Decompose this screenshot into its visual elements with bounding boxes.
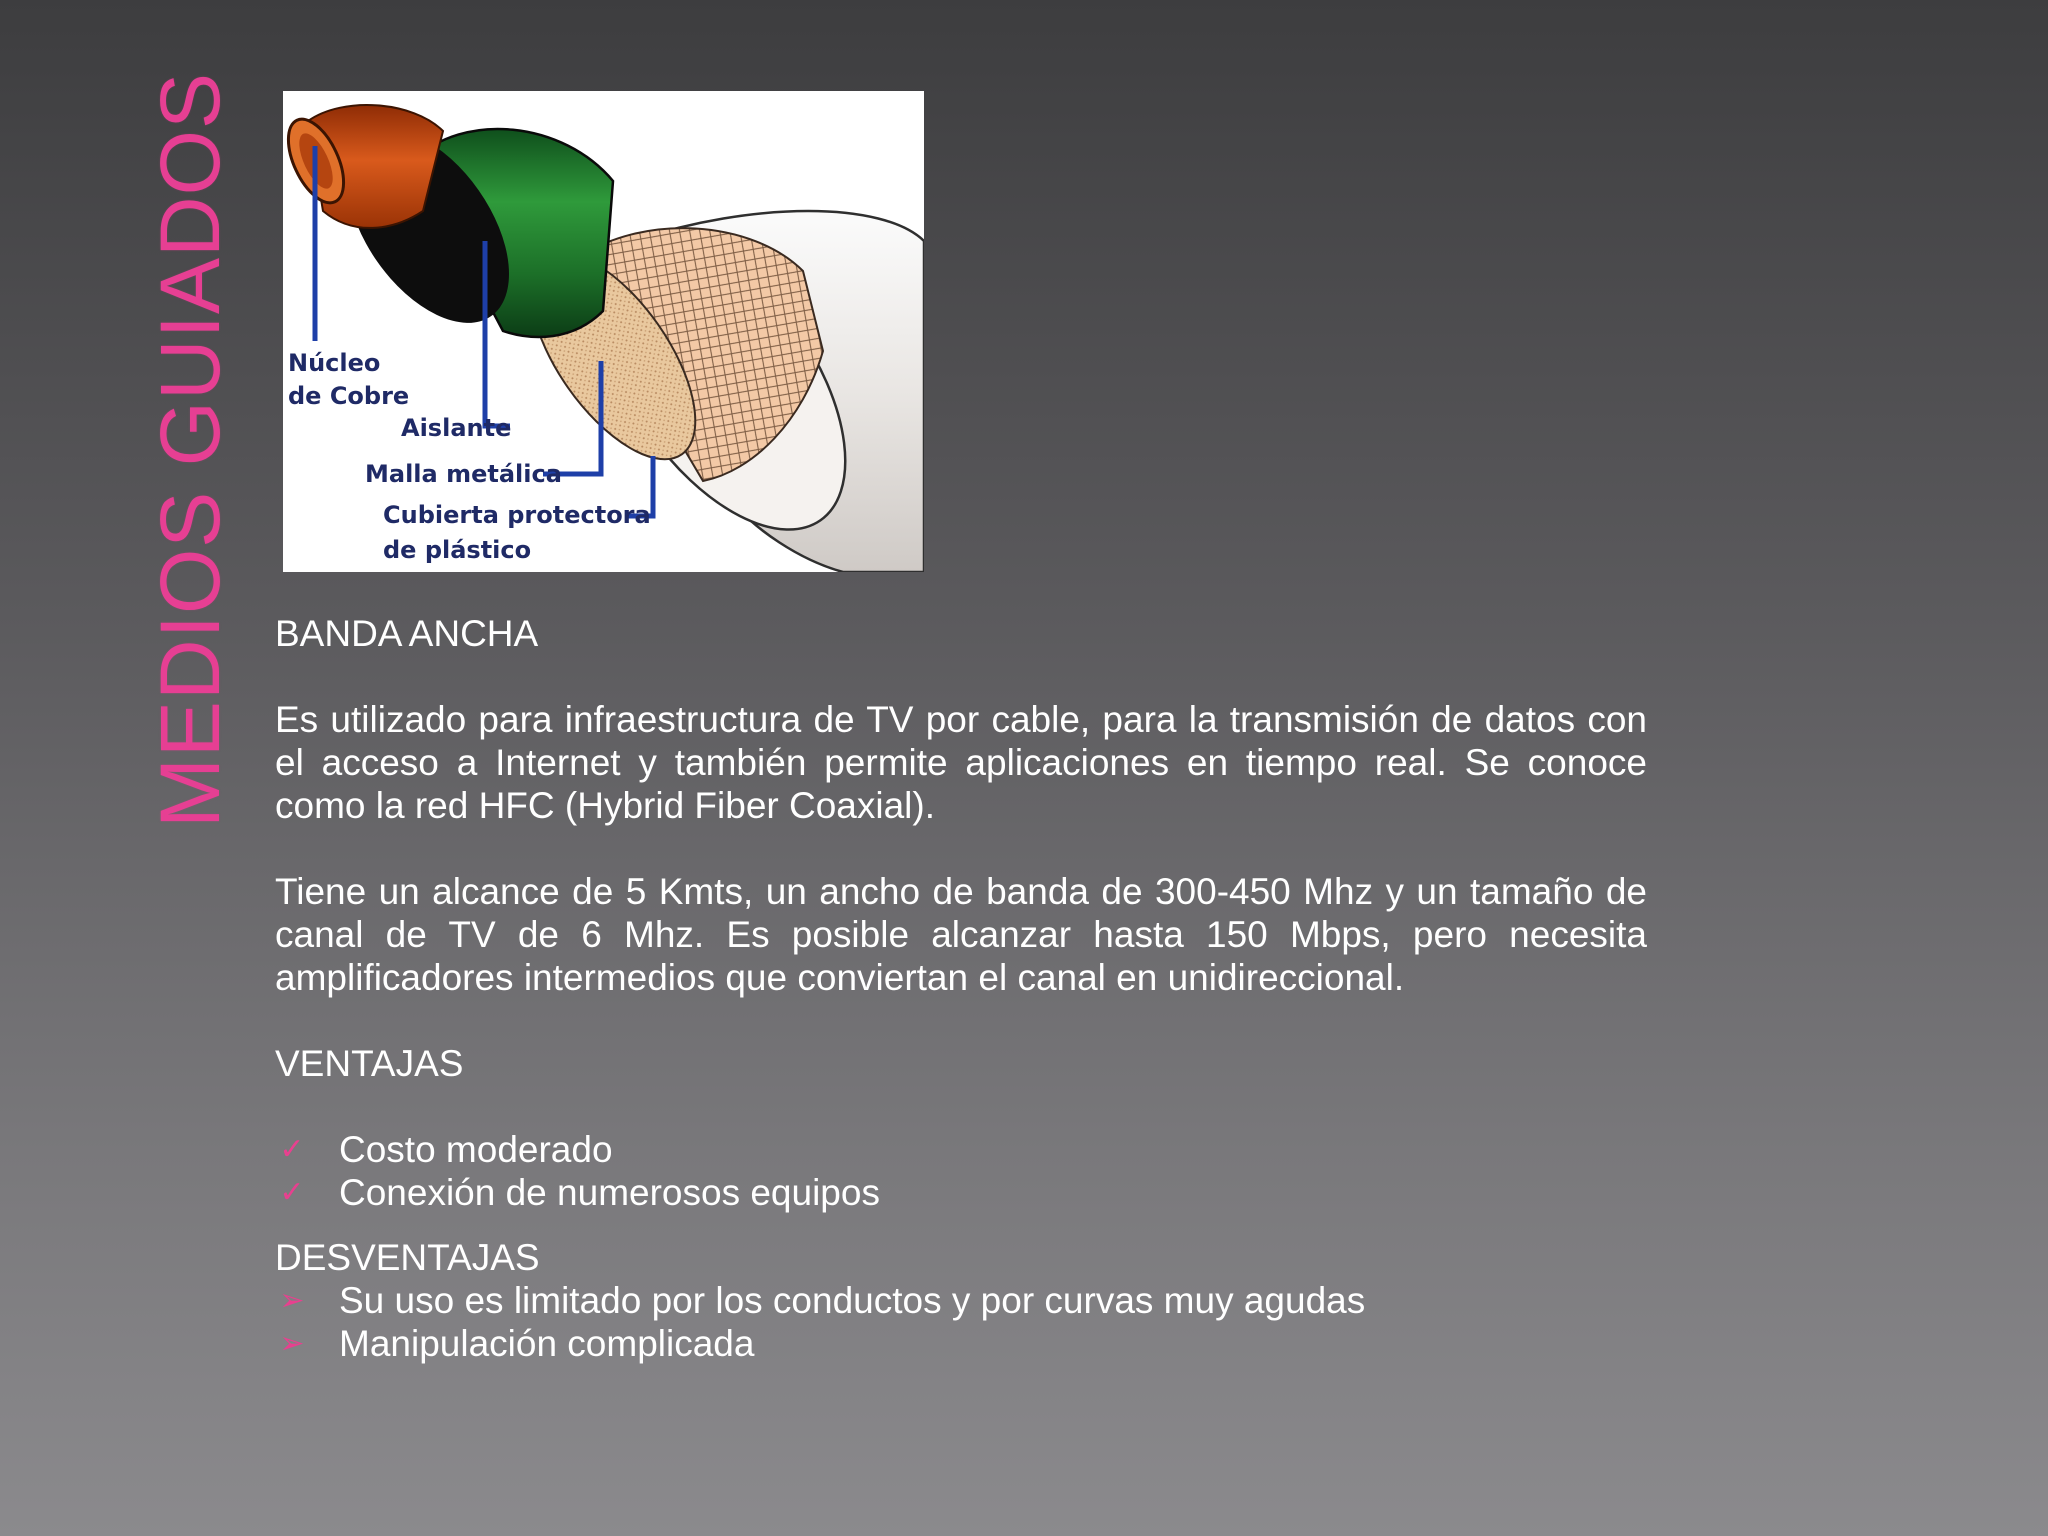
advantages-heading: VENTAJAS [275, 1043, 464, 1084]
coaxial-cable-diagram [283, 91, 924, 572]
slide-body [275, 612, 1647, 1365]
arrowhead-icon: ➢ [279, 1327, 305, 1360]
slide-title [143, 71, 237, 829]
label-core-line2: de Cobre [288, 382, 410, 410]
label-jacket-line2: de plástico [383, 536, 532, 564]
label-mesh: Malla metálica [365, 460, 562, 488]
section-title: BANDA ANCHA [275, 613, 539, 654]
checkmark-icon: ✓ [279, 1176, 305, 1209]
list-item [275, 1279, 1647, 1322]
label-core-line1: Núcleo [288, 349, 381, 377]
advantage-text: Conexión de numerosos equipos [339, 1172, 880, 1213]
disadvantage-text: Su uso es limitado por los conductos y por curvas muy agudas [339, 1280, 1366, 1321]
advantage-text: Costo moderado [339, 1129, 613, 1170]
checkmark-icon: ✓ [279, 1133, 305, 1166]
disadvantages-heading: DESVENTAJAS [275, 1237, 540, 1278]
disadvantages-list [275, 1279, 1647, 1365]
label-insulator: Aislante [401, 414, 512, 442]
disadvantage-text: Manipulación complicada [339, 1323, 755, 1364]
slide-title-text: MEDIOS GUIADOS [143, 71, 237, 829]
label-jacket-line1: Cubierta protectora [383, 501, 651, 529]
paragraph-specs: Tiene un alcance de 5 Kmts, un ancho de banda de 300-450 Mhz y un tamaño de canal de TV de 6 Mhz. Es posible alcanzar hasta 150 Mbps, pero necesita amplificadores intermedios que conviertan el canal en unidireccional. [275, 871, 1647, 998]
list-item [275, 1171, 1647, 1214]
list-item [275, 1322, 1647, 1365]
paragraph-usage: Es utilizado para infraestructura de TV por cable, para la transmisión de datos con el acceso a Internet y también permite aplicaciones en tiempo real. Se conoce como la red HFC (Hybrid Fiber Coaxial). [275, 699, 1647, 826]
copper-core [283, 105, 443, 228]
list-item [275, 1128, 1647, 1171]
arrowhead-icon: ➢ [279, 1284, 305, 1317]
advantages-list [275, 1128, 1647, 1214]
